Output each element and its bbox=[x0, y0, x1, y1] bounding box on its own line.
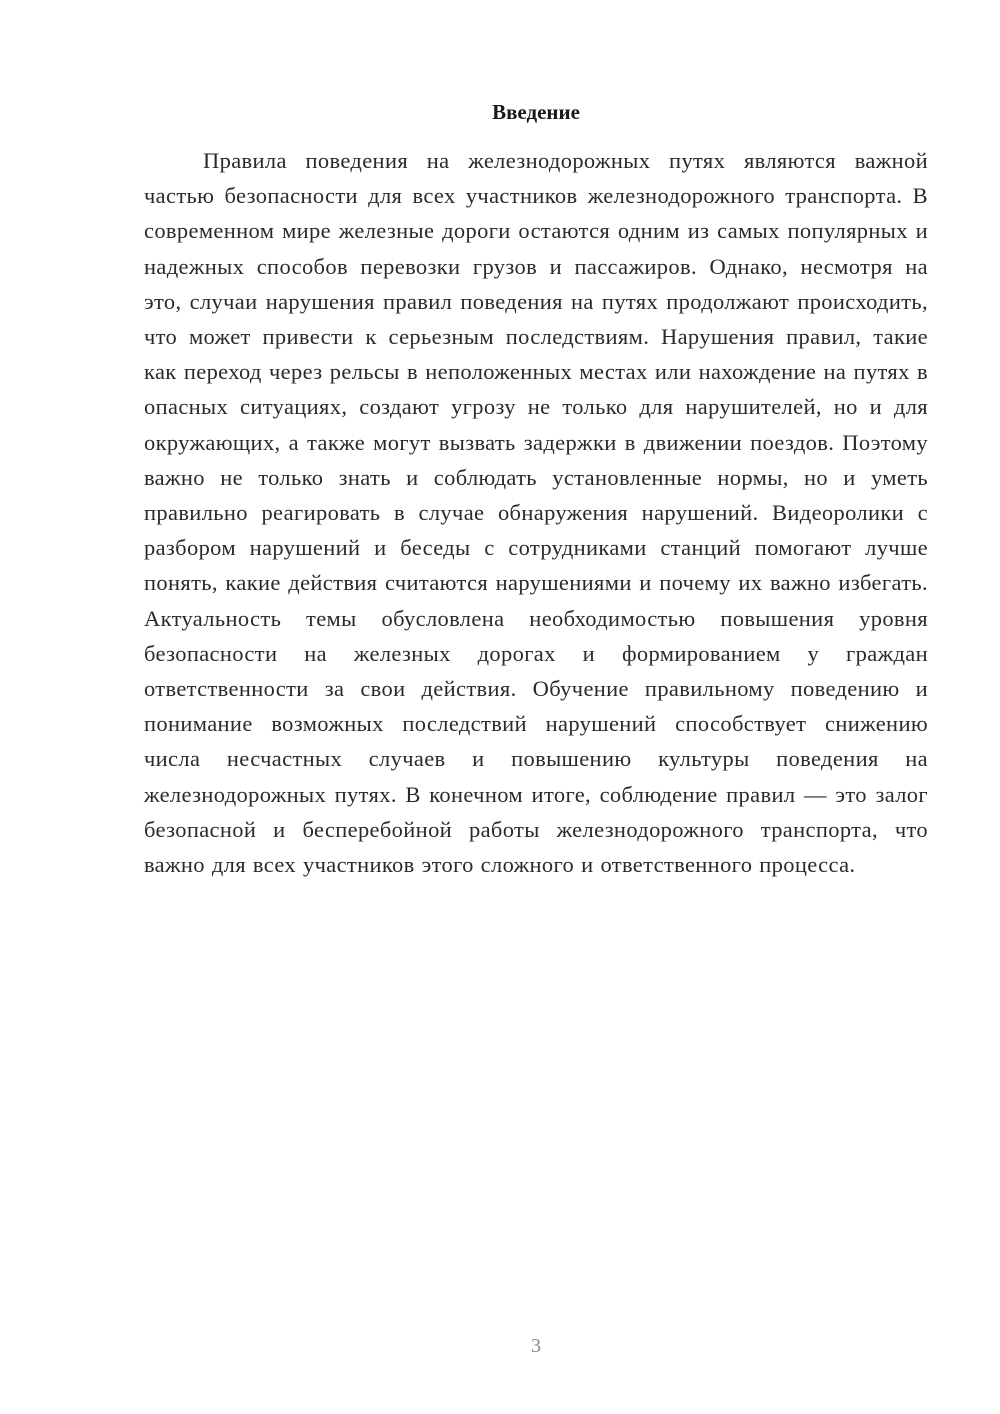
body-paragraph: Правила поведения на железнодорожных путях являются важной частью безопасности для всех участников железнодорожного транспорта. В современном мире железные дороги остаются одним из самых популярных и надежных способов перевозки грузов и пассажиров. Однако, несмотря на это, случаи нарушения правил поведения на путях продолжают происходить, что может привести к серьезным последствиям. Нарушения правил, такие как переход через рельсы в неположенных местах или нахождение на путях в опасных ситуациях, создают угрозу не только для нарушителей, но и для окружающих, а также могут вызвать задержки в движении поездов. Поэтому важно не только знать и соблюдать установленные нормы, но и уметь правильно реагировать в случае обнаружения нарушений. Видеоролики с разбором нарушений и беседы с сотрудниками станций помогают лучше понять, какие действия считаются нарушениями и почему их важно избегать. Актуальность темы обусловлена необходимостью повышения уровня безопасности на железных дорогах и формированием у граждан ответственности за свои действия. Обучение правильному поведению и понимание возможных последствий нарушений способствует снижению числа несчастных случаев и повышению культуры поведения на железнодорожных путях. В конечном итоге, соблюдение правил — это залог безопасной и бесперебойной работы железнодорожного транспорта, что важно для всех участников этого сложного и ответственного процесса. bbox=[144, 148, 928, 878]
section-heading: Введение bbox=[492, 100, 580, 124]
page-number: 3 bbox=[531, 1335, 541, 1357]
